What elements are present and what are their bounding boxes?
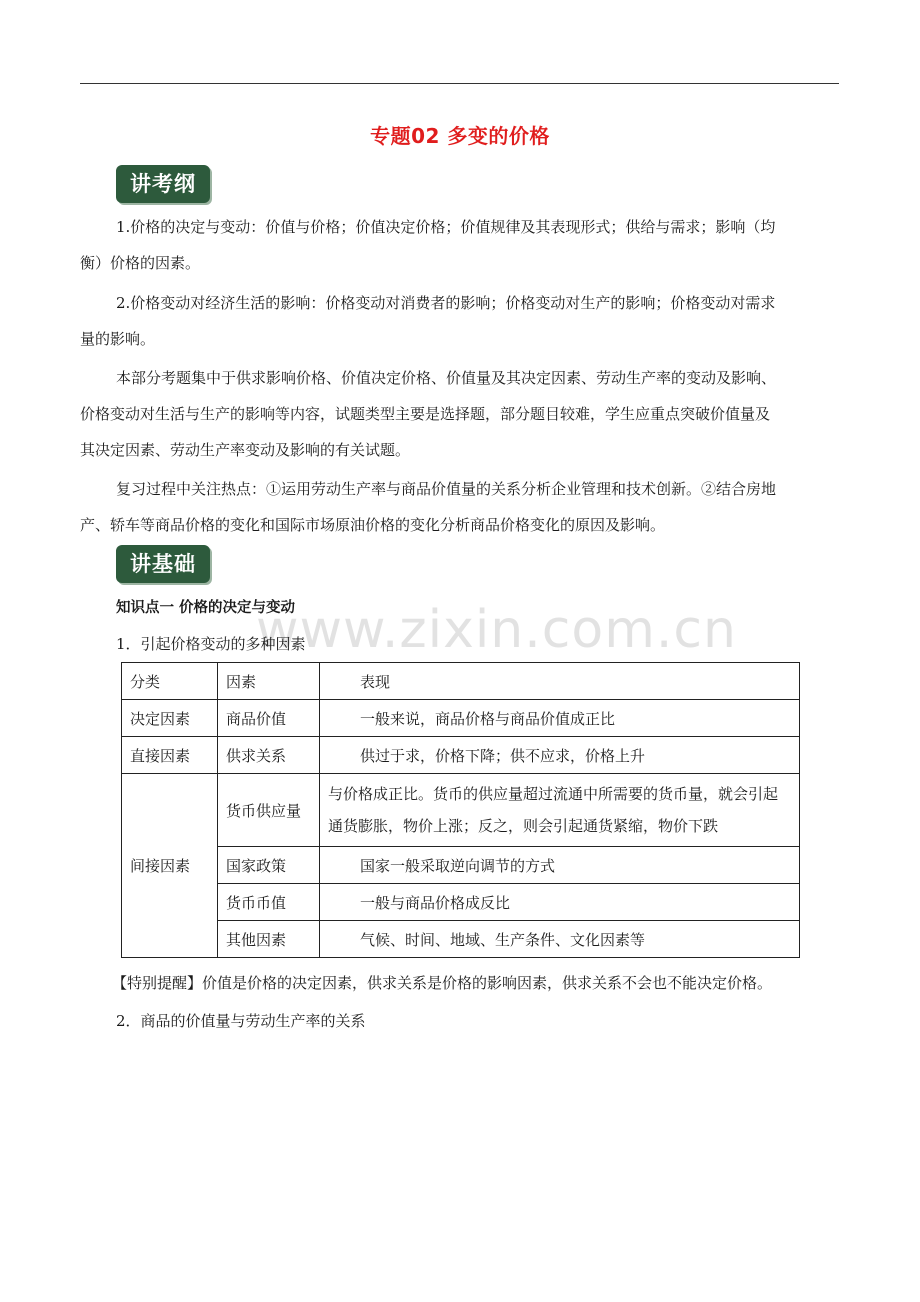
table-header-cell: 因素 bbox=[218, 663, 320, 700]
table-cell-factor: 商品价值 bbox=[218, 700, 320, 737]
header-rule bbox=[80, 83, 839, 84]
outline-p3-line1: 本部分考题集中于供求影响价格、价值决定价格、价值量及其决定因素、劳动生产率的变动及影响、 bbox=[116, 369, 777, 387]
subsection-heading-1: 1．引起价格变动的多种因素 bbox=[116, 635, 306, 653]
table-cell-factor: 货币币值 bbox=[218, 884, 320, 921]
outline-p2-line1: 2.价格变动对经济生活的影响：价格变动对消费者的影响；价格变动对生产的影响；价格变动对需求 bbox=[116, 294, 776, 312]
table-header-cell: 表现 bbox=[320, 663, 800, 700]
outline-paragraph-1 bbox=[80, 209, 832, 281]
knowledge-point-heading: 知识点一 价格的决定与变动 bbox=[116, 600, 296, 616]
table-cell-effect: 国家一般采取逆向调节的方式 bbox=[320, 847, 800, 884]
outline-p3-line2: 价格变动对生活与生产的影响等内容，试题类型主要是选择题，部分题目较难，学生应重点突破价值量及 bbox=[80, 405, 771, 423]
table-header-row bbox=[122, 663, 800, 700]
basics-section-badge: 讲基础 bbox=[116, 545, 210, 583]
table-cell-category: 间接因素 bbox=[122, 774, 218, 958]
table-cell-effect: 供过于求，价格下降；供不应求，价格上升 bbox=[320, 737, 800, 774]
table-cell-category: 决定因素 bbox=[122, 700, 218, 737]
table-row bbox=[122, 884, 800, 921]
table-header-cell: 分类 bbox=[122, 663, 218, 700]
outline-p4-line1: 复习过程中关注热点：①运用劳动生产率与商品价值量的关系分析企业管理和技术创新。②结合房地 bbox=[116, 480, 777, 498]
table-cell-factor: 国家政策 bbox=[218, 847, 320, 884]
table-cell-effect: 与价格成正比。货币的供应量超过流通中所需要的货币量，就会引起通货膨胀，物价上涨；反之，则会引起通货紧缩，物价下跌 bbox=[320, 774, 800, 847]
outline-p1-line1: 1.价格的决定与变动：价值与价格；价值决定价格；价值规律及其表现形式；供给与需求；影响（均 bbox=[116, 218, 776, 236]
price-factors-table bbox=[121, 662, 800, 958]
subsection-heading-2: 2．商品的价值量与劳动生产率的关系 bbox=[116, 1012, 366, 1030]
table-row bbox=[122, 700, 800, 737]
table-row bbox=[122, 774, 800, 847]
outline-p4-line2: 产、轿车等商品价格的变化和国际市场原油价格的变化分析商品价格变化的原因及影响。 bbox=[80, 516, 666, 534]
table-row bbox=[122, 921, 800, 958]
table-cell-factor: 供求关系 bbox=[218, 737, 320, 774]
watermark: www.zixin.com.cn bbox=[256, 600, 737, 660]
special-reminder: 【特别提醒】价值是价格的决定因素，供求关系是价格的影响因素，供求关系不会也不能决定价格。 bbox=[112, 974, 773, 992]
table-cell-category: 直接因素 bbox=[122, 737, 218, 774]
table-row bbox=[122, 847, 800, 884]
outline-paragraph-3 bbox=[80, 360, 832, 468]
outline-p3-line3: 其决定因素、劳动生产率变动及影响的有关试题。 bbox=[80, 441, 411, 459]
table-cell-factor: 其他因素 bbox=[218, 921, 320, 958]
outline-section-badge: 讲考纲 bbox=[116, 165, 210, 203]
outline-paragraph-4 bbox=[80, 471, 832, 543]
table-cell-effect: 一般与商品价格成反比 bbox=[320, 884, 800, 921]
table-cell-effect: 一般来说，商品价格与商品价值成正比 bbox=[320, 700, 800, 737]
outline-p2-line2: 量的影响。 bbox=[80, 330, 156, 348]
table-row bbox=[122, 737, 800, 774]
table-cell-effect: 气候、时间、地域、生产条件、文化因素等 bbox=[320, 921, 800, 958]
outline-paragraph-2 bbox=[80, 285, 832, 357]
table-cell-factor: 货币供应量 bbox=[218, 774, 320, 847]
page-title: 专题02 多变的价格 bbox=[370, 124, 550, 148]
outline-p1-line2: 衡）价格的因素。 bbox=[80, 254, 201, 272]
